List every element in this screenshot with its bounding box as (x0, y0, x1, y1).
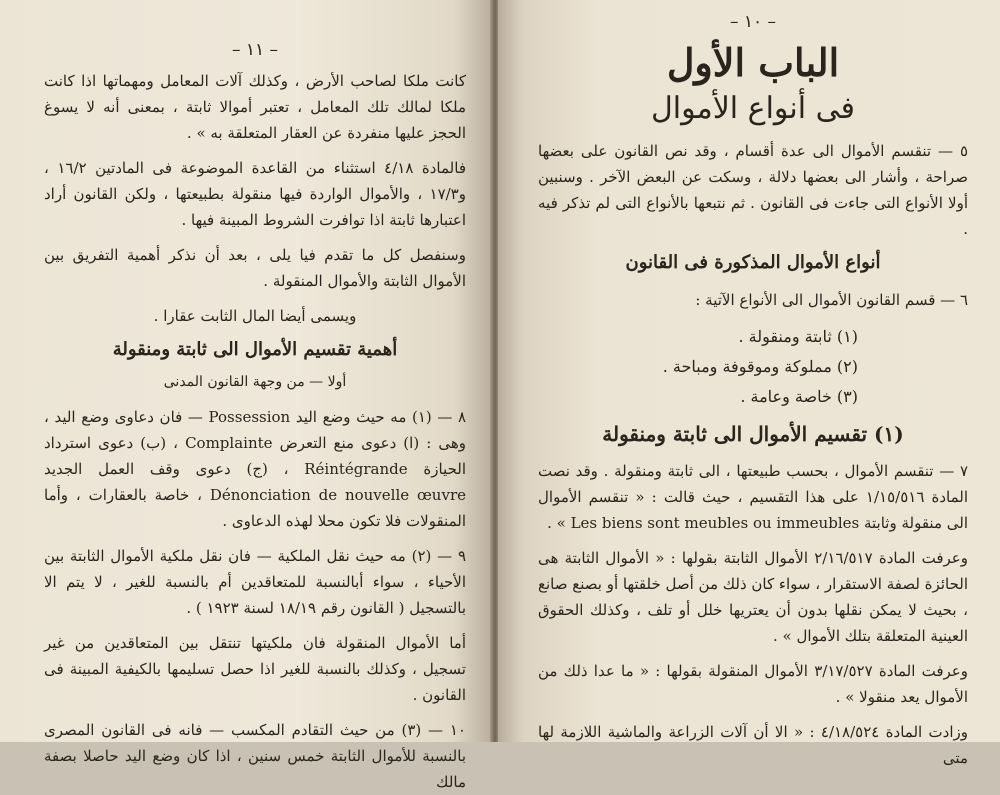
paragraph: كانت ملكا لصاحب الأرض ، وكذلك آلات المعامل ومهماتها اذا كانت ملكا لمالك تلك المعامل ، تعتبر أموالا ثابتة ، بمعنى أنه لا يسوغ الحجز عليها منفردة عن العقار المتعلقة به » . (44, 72, 466, 142)
list-item: (٣) خاصة وعامة . (740, 387, 858, 406)
page-number: – ١١ – (231, 40, 279, 60)
page-number: – ١٠ – (729, 12, 777, 32)
left-page (0, 0, 492, 791)
chapter-title: الباب الأول (666, 40, 840, 85)
subsection-heading: (١) تقسيم الأموال الى ثابتة ومنقولة (602, 422, 904, 446)
chapter-subtitle: فى أنواع الأموال (651, 91, 855, 126)
paragraph-7: ٧ — تنقسم الأموال ، بحسب طبيعتها ، الى ثابتة ومنقولة . وقد نصت المادة ١/١٥/٥١٦ على هذا التقسيم ، حيث قالت : « تنقسم الأموال الى منقولة وثابتة Les biens sont meubles ou immeubles » . (538, 462, 968, 532)
paragraph-10: ١٠ — (٣) من حيث التقادم المكسب — فانه فى القانون المصرى بالنسبة للأموال الثابتة خمس سنين ، اذا كان وضع اليد حاصلا بصفة مالك (44, 721, 466, 791)
paragraph-8: ٨ — (١) مه حيث وضع اليد Possession — فان دعاوى وضع اليد ، وهى : (ا) دعوى منع التعرض Complainte ، (ب) دعوى استرداد الحيازة Réintégrande ، (ج) دعوى وقف العمل الجديد Dénonciation de nouvelle œuvre ، خاصة بالعقارات ، وأما المنقولات فلا تكون محلا لهذه الدعاوى . (44, 408, 467, 530)
types-list (538, 322, 968, 412)
paragraph-6: ٦ — قسم القانون الأموال الى الأنواع الآتية : (695, 291, 968, 309)
paragraph: فالمادة ٤/١٨ استثناء من القاعدة الموضوعة فى المادتين ١٦/٢ ، و١٧/٣ ، والأموال الواردة فيها منقولة بطبيعتها ، ولكن القانون أراد اعتبارها ثابتة اذا توافرت الشروط المبينة فيها . (44, 159, 466, 229)
section-heading: أنواع الأموال المذكورة فى القانون (625, 252, 881, 273)
list-item: (٢) مملوكة وموقوفة ومباحة . (662, 357, 858, 376)
list-item: (١) ثابتة ومنقولة . (738, 327, 858, 346)
paragraph-7d: وزادت المادة ٤/١٨/٥٢٤ : « الا أن آلات الزراعة والماشية اللازمة لها متى (538, 723, 968, 767)
paragraph-9b: أما الأموال المنقولة فان ملكيتها تنتقل بين المتعاقدين من غير تسجيل ، وكذلك بالنسبة للغير اذا حصل تسليمها بالكيفية المبينة فى القانون . (44, 634, 466, 704)
section-heading: أهمية تقسيم الأموال الى ثابتة ومنقولة (112, 339, 398, 360)
paragraph-9: ٩ — (٢) مه حيث نقل الملكية — فان نقل ملكية الأموال الثابتة بين الأحياء ، سواء أبالنسبة للمتعاقدين أم بالنسبة للغير ، لا يتم الا بالتسجيل ( القانون رقم ١٨/١٩ لسنة ١٩٢٣ ) . (44, 547, 466, 617)
right-page (498, 0, 1000, 767)
paragraph-7b: وعرفت المادة ٢/١٦/٥١٧ الأموال الثابتة بقولها : « الأموال الثابتة هى الحائزة لصفة الاستقرار ، سواء كان ذلك من أصل خلقتها أو بصنع صانع ، بحيث لا يمكن نقلها بدون أن يعتريها خلل أو تلف ، وكذلك الحقوق العينية المتعلقة بتلك الأموال » . (538, 549, 968, 645)
paragraph-5: ٥ — تنقسم الأموال الى عدة أقسام ، وقد نص القانون على بعضها صراحة ، وأشار الى بعضها دلالة ، وسكت عن البعض الآخر . وسنبين أولا الأنواع التى جاءت فى القانون . ثم نتبعها بالأنواع التى لم تذكر فيه . (538, 142, 968, 238)
paragraph-7c: وعرفت المادة ٣/١٧/٥٢٧ الأموال المنقولة بقولها : « ما عدا ذلك من الأموال يعد منقولا » . (538, 662, 968, 706)
paragraph: ويسمى أيضا المال الثابت عقارا . (153, 307, 357, 325)
paragraph: وسنفصل كل ما تقدم فيا يلى ، بعد أن نذكر أهمية التفريق بين الأموال الثابتة والأموال المنقولة . (44, 246, 466, 290)
subsection-heading: أولا — من وجهة القانون المدنى (163, 374, 347, 390)
